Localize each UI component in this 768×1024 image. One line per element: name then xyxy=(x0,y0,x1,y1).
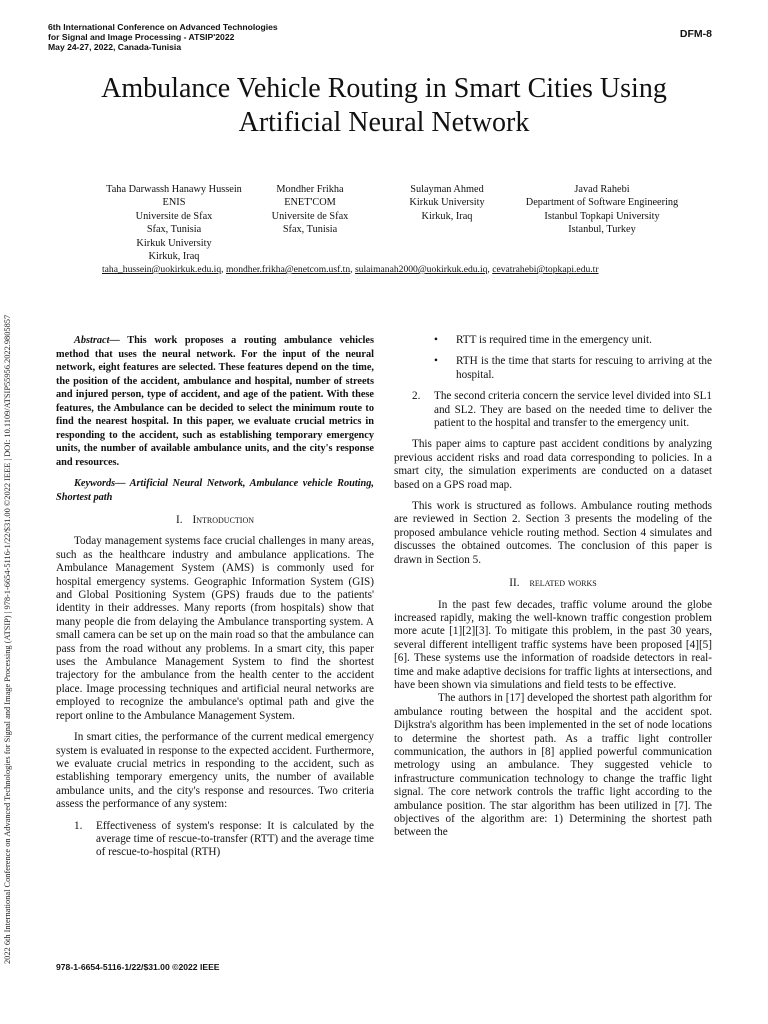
paragraph: In the past few decades, traffic volume around the globe increased rapidly, making the well-known traffic congestion problem more acute [1][2][3]. To mitigate this problem, in the past 30 years, several different intelligent traffic systems have been proposed [4][5][6]. These systems use the information of roadside detectors in real-time and make adaptive decisions for traffic lights at intersections, and have been shown via simulations and field tests to be effective. xyxy=(394,598,712,691)
author-location: Sfax, Tunisia xyxy=(282,224,338,236)
list-item xyxy=(394,334,712,347)
author-affiliation: Kirkuk University xyxy=(136,237,212,249)
list-item xyxy=(394,390,712,430)
list-marker: 2. xyxy=(412,390,421,403)
paragraph: The authors in [17] developed the shortest path algorithm for ambulance routing between the hospital and the accident spot. Dijkstra's algorithm has been implemented in the set of node locations to determine the shortest path. As a traffic light controller communication, the authors in [8] applied powerful communication metrology using an ambulance. They suggested vehicle to infrastructure communication technology to change the traffic light signal. The core network controls the traffic light according to the ambulance position. The star algorithm has been utilized in [7]. The objectives of the algorithm are: 1) Determining the shortest path between the xyxy=(394,692,712,839)
right-column xyxy=(394,334,712,840)
copyright-footer: 978-1-6654-5116-1/22/$31.00 ©2022 IEEE xyxy=(56,962,220,972)
paragraph: This paper aims to capture past accident conditions by analyzing previous accident risks and road data corresponding to policies. In a smart city, the simulation experiments are conducted on a dataset based on a GPS road map. xyxy=(394,438,712,491)
list-marker: 1. xyxy=(74,819,83,832)
conference-line: May 24-27, 2022, Canada-Tunisia xyxy=(48,42,182,52)
author-location: Sfax, Tunisia xyxy=(146,224,202,236)
bullet-marker: • xyxy=(434,355,438,368)
email-link[interactable]: sulaimanah2000@uokirkuk.edu.iq xyxy=(354,264,488,275)
list-item-text: The second criteria concern the service level divided into SL1 and SL2. They are based on the needed time to deliver the patient to the hospital and transfer to the emergency unit. xyxy=(434,390,712,430)
author-affiliation: Kirkuk University xyxy=(409,197,485,209)
email-link[interactable]: mondher.frikha@enetcom.usf.tn xyxy=(225,264,351,275)
email-separator: , xyxy=(221,264,226,275)
keywords xyxy=(56,477,374,504)
paragraph: Today management systems face crucial challenges in many areas, such as the healthcare industry and ambulance applications. The Ambulance Management System (AMS) is commonly used for hospital emergency systems. Geographic Information System (GIS) and Global Positioning System (GPS) frauds due to the patients' identity in their addresses. Many reports (from hospitals) show that many people die from delaying the Ambulance transporting system. A small camera can be set up on the main road so that the ambulance can pass from the road without any problems. In a smart city, this paper uses the Ambulance Management System to find the shortest trajectory for the ambulance from the health center to the accident place. Image processing techniques and artificial neural networks are employed to recognize the ambulance's optimal path and give the report online to the Ambulance Management System. xyxy=(56,535,374,722)
conference-line: 6th International Conference on Advanced Technologies xyxy=(48,22,278,32)
author-name: Javad Rahebi xyxy=(574,184,630,195)
author-affiliation: Universite de Sfax xyxy=(135,210,213,222)
author-location: Kirkuk, Iraq xyxy=(421,210,473,222)
author-name: Mondher Frikha xyxy=(276,184,344,195)
author-location: Kirkuk, Iraq xyxy=(148,251,200,263)
author-location: Istanbul, Turkey xyxy=(568,224,636,236)
list-item-text: RTT is required time in the emergency unit. xyxy=(456,334,652,346)
conference-header xyxy=(48,22,278,52)
section-title: Introduction xyxy=(192,514,255,526)
abstract xyxy=(56,334,374,469)
email-separator: , xyxy=(487,264,493,275)
paragraph: This work is structured as follows. Ambulance routing methods are reviewed in Section 2. Section 3 presents the modeling of the proposed ambulance vehicle routing method. Section 4 simulates and discusses the obtained outcomes. The conclusion of this paper is drawn in Section 5. xyxy=(394,500,712,566)
author-block-4 xyxy=(514,183,690,237)
list-item xyxy=(56,820,374,860)
bullet-list xyxy=(394,334,712,382)
title-line: Artificial Neural Network xyxy=(238,107,530,138)
author-affiliation: Istanbul Topkapi University xyxy=(544,210,660,222)
criteria-list-continued xyxy=(394,390,712,430)
section-heading-related-works xyxy=(394,577,712,590)
side-citation: 2022 6th International Conference on Advanced Technologies for Signal and Image Processing (ATSIP) | 978-1-6654-5116-1/22/$31.00 ©2022 IEEE | DOI: 10.1109/ATSIP55956.2022.9805857 xyxy=(3,314,12,964)
section-heading-introduction xyxy=(56,514,374,527)
list-item-text: RTH is the time that starts for rescuing to arriving at the hospital. xyxy=(456,355,712,381)
author-name: Sulayman Ahmed xyxy=(410,184,484,195)
section-number: I. xyxy=(175,514,183,526)
email-separator: , xyxy=(350,264,355,275)
author-block-3 xyxy=(396,183,498,223)
email-link[interactable]: cevatrahebi@topkapi.edu.tr xyxy=(492,264,599,275)
author-affiliation: ENIS xyxy=(162,197,186,209)
author-affiliation: Department of Software Engineering xyxy=(525,197,679,209)
left-column xyxy=(56,334,374,860)
abstract-label: Abstract— xyxy=(74,335,120,346)
author-affiliation: ENET'COM xyxy=(284,197,336,209)
list-item-text: Effectiveness of system's response: It is calculated by the average time of rescue-to-transfer (RTT) and the average time of rescue-to-hospital (RTH) xyxy=(96,819,374,859)
author-block-1 xyxy=(100,183,248,263)
abstract-text: This work proposes a routing ambulance vehicles method that uses the neural network. For the input of the neural network, eight features are selected. These features depend on the time, the position of the accident, ambulance and hospital, number of streets and injured person, type of accident, and age of the patient. With these features, the Ambulance can be decided to select the minimum route to find the nearest hospital. In this paper, we evaluate crucial metrics in responding to the accident, such as establishing temporary emergency units, the number of available ambulance units, and the city's response and resources. xyxy=(56,335,374,468)
list-item xyxy=(394,355,712,382)
keywords-text: Artificial Neural Network, Ambulance vehicle Routing, Shortest path xyxy=(56,478,374,503)
author-emails xyxy=(102,264,599,275)
author-name: Taha Darwassh Hanawy Hussein xyxy=(106,184,242,195)
paragraph: In smart cities, the performance of the current medical emergency system is evaluated in response to the expected accident. Furthermore, we evaluate crucial metrics in responding to the accident, such as establishing temporary emergency units, the number of available ambulance units, and the city's response and resources. Two criteria assess the performance of any system: xyxy=(56,731,374,811)
section-title: related works xyxy=(529,577,597,590)
criteria-list xyxy=(56,820,374,860)
title-line: Ambulance Vehicle Routing in Smart Cities Using xyxy=(101,73,667,104)
author-affiliation: Universite de Sfax xyxy=(271,210,349,222)
author-block-2 xyxy=(262,183,358,237)
paper-title xyxy=(0,72,768,140)
bullet-marker: • xyxy=(434,334,438,346)
keywords-label: Keywords— xyxy=(74,478,126,489)
conference-line: for Signal and Image Processing - ATSIP'2022 xyxy=(48,32,235,42)
paper-code: DFM-8 xyxy=(679,28,712,40)
section-number: II. xyxy=(509,577,520,590)
email-link[interactable]: taha_hussein@uokirkuk.edu.iq xyxy=(102,264,222,275)
